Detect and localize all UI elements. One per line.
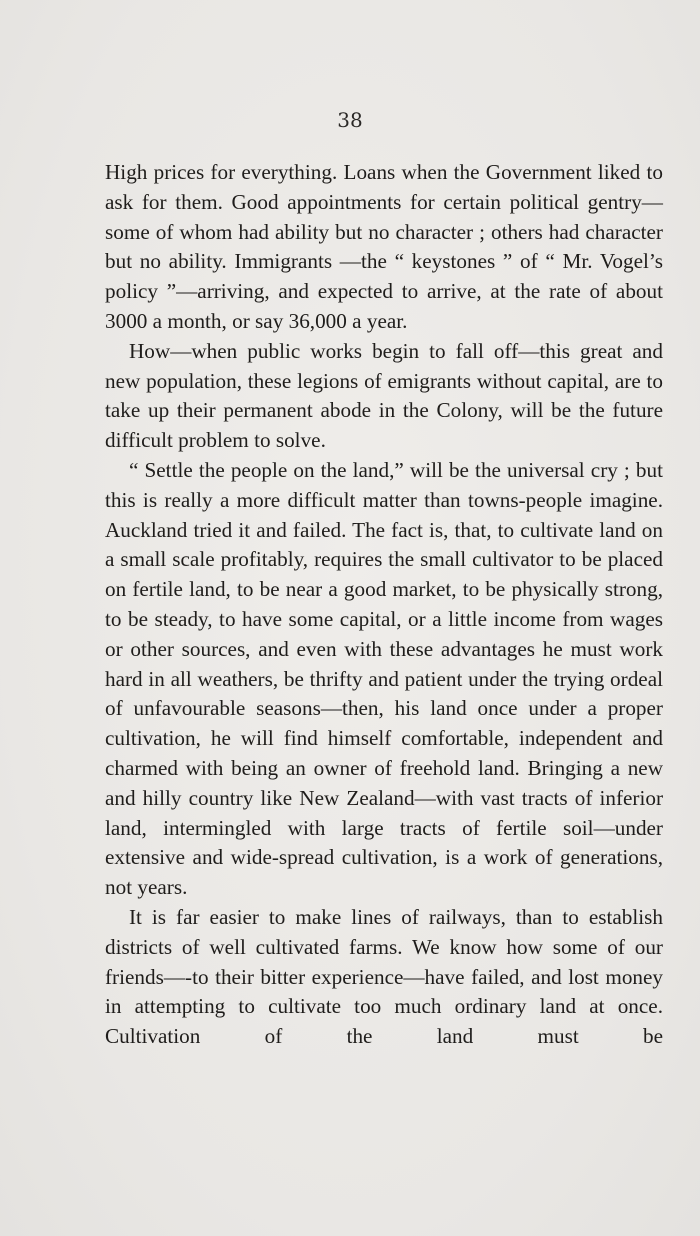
page-number: 38 xyxy=(337,108,363,132)
paragraph-4: It is far easier to make lines of railways, than to establish districts of well cultivated farms. We know how some of our friends—-to their bitter experience—have failed, and lost money in attempting to cultivate too much ordinary land at once. Cultivation of the land must be xyxy=(105,904,663,1049)
paragraph-3: “ Settle the people on the land,” will be the universal cry ; but this is really a more difficult matter than towns-people imagine. Auckland tried it and failed. The fact is, that, to cultivate land on a small scale profitably, requires the small cultivator to be placed on fertile land, to be near a good market, to be physically strong, to be steady, to have some capital, or a little income from wages or other sources, and even with these advantages he must work hard in all weathers, be thrifty and patient under the trying ordeal of unfavourable seasons—then, his land once under a proper cultivation, he will find himself comfortable, independent and charmed with being an owner of freehold land. Bringing a new and hilly country like New Zealand—with vast tracts of inferior land, intermingled with large tracts of fertile soil—under extensive and wide-spread cultivation, is a work of generations, not years. xyxy=(105,457,663,900)
paragraph-2: How—when public works begin to fall off—this great and new population, these legions of emigrants without capital, are to take up their permanent abode in the Colony, will be the future difficult problem to solve. xyxy=(105,338,663,453)
paragraph-1: High prices for everything. Loans when the Government liked to ask for them. Good appointments for certain political gentry—some of whom had ability but no character ; others had character but no ability. Immigrants —the “ keystones ” of “ Mr. Vogel’s policy ”—arriving, and expected to arrive, at the rate of about 3000 a month, or say 36,000 a year. xyxy=(105,160,663,333)
body-text xyxy=(105,158,663,1052)
